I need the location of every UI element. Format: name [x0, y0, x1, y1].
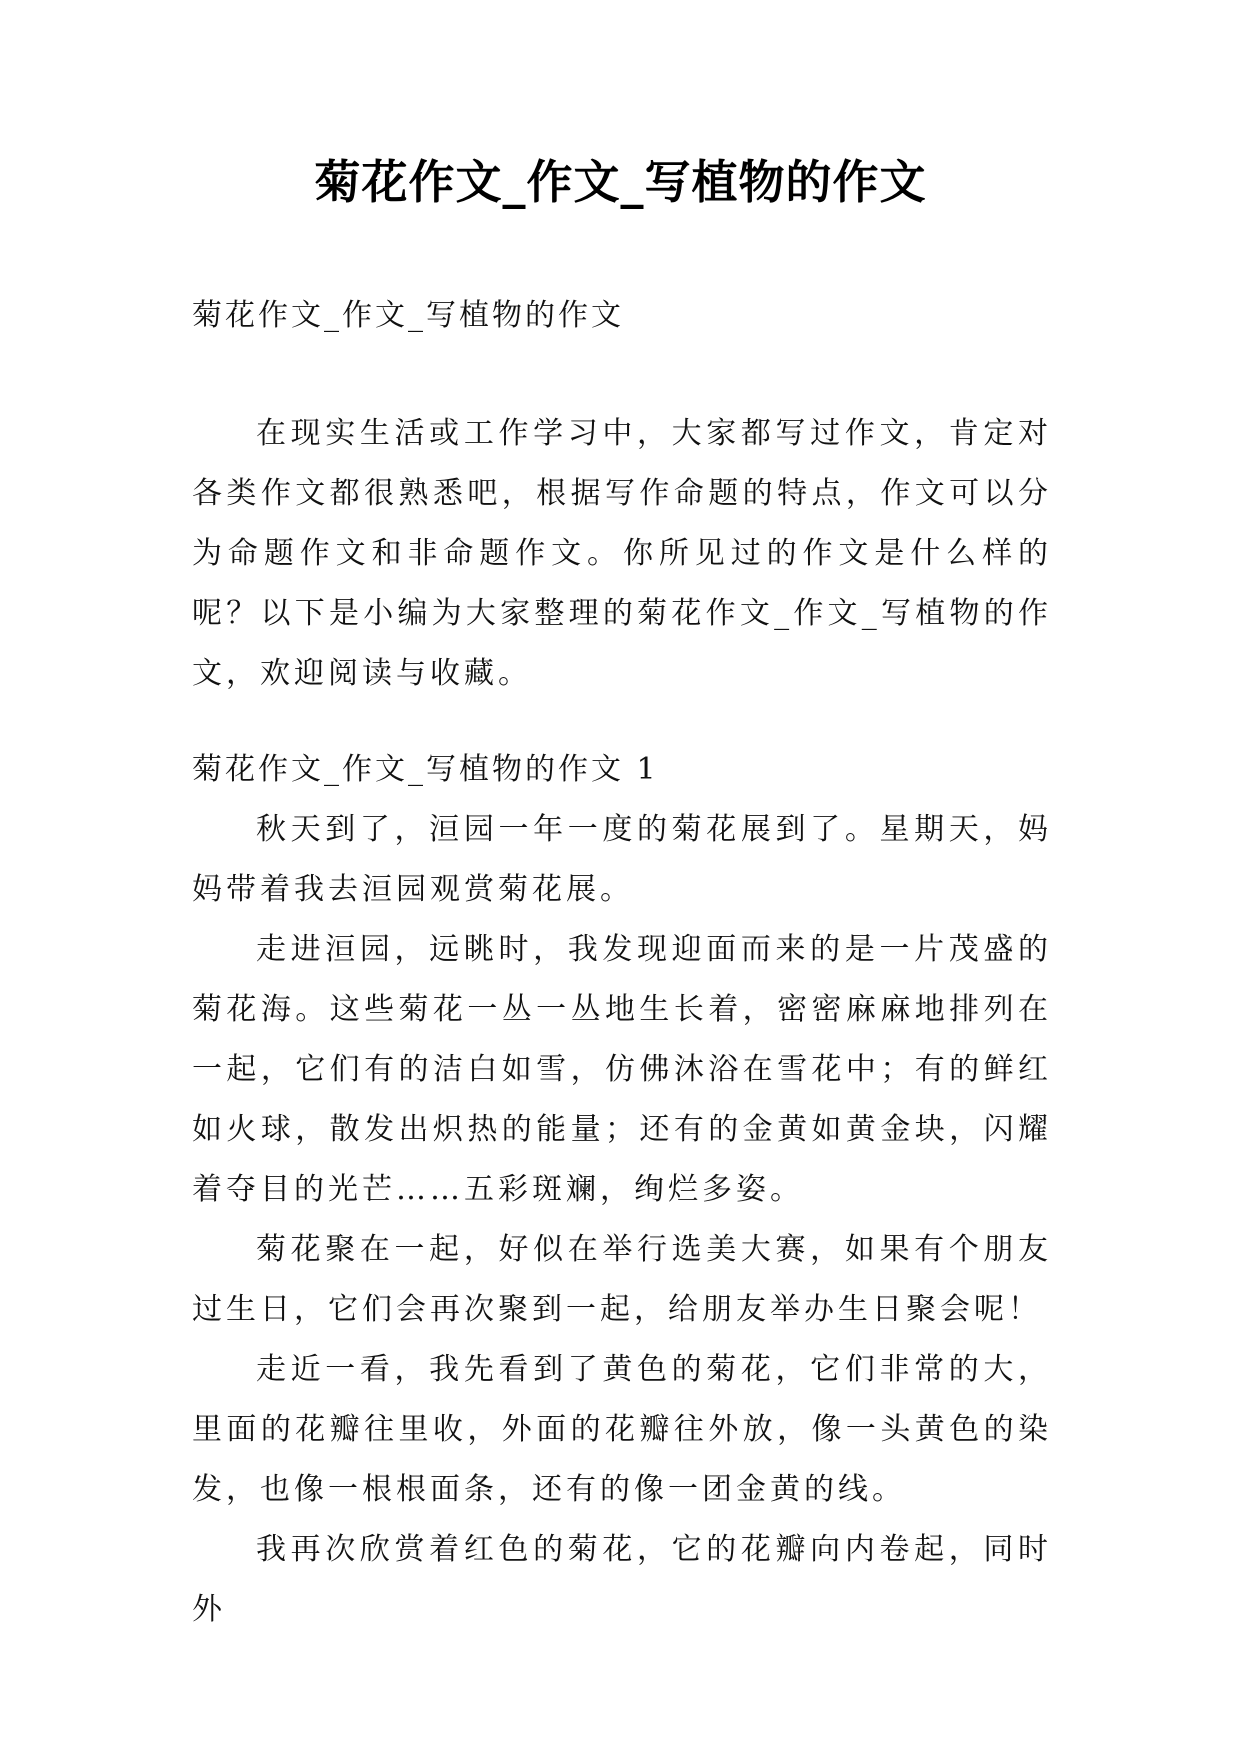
document-subtitle: 菊花作文_作文_写植物的作文 [192, 298, 624, 333]
intro-section [192, 404, 1052, 704]
body-paragraph: 走进洹园，远眺时，我发现迎面而来的是一片茂盛的菊花海。这些菊花一丛一丛地生长着，密密麻麻地排列在一起，它们有的洁白如雪，仿佛沐浴在雪花中；有的鲜红如火球，散发出炽热的能量；还有的金黄如黄金块，闪耀着夺目的光芒……五彩斑斓，绚烂多姿。 [192, 932, 1052, 1207]
essay-body [192, 800, 1052, 1640]
page-title: 菊花作文_作文_写植物的作文 [314, 155, 927, 209]
body-paragraph: 我再次欣赏着红色的菊花，它的花瓣向内卷起，同时外 [192, 1532, 1052, 1627]
section-heading: 菊花作文_作文_写植物的作文 1 [192, 752, 659, 787]
intro-paragraph: 在现实生活或工作学习中，大家都写过作文，肯定对各类作文都很熟悉吧，根据写作命题的特点，作文可以分为命题作文和非命题作文。你所见过的作文是什么样的呢？以下是小编为大家整理的菊花作文_作文_写植物的作文，欢迎阅读与收藏。 [192, 416, 1052, 691]
body-paragraph: 秋天到了，洹园一年一度的菊花展到了。星期天，妈妈带着我去洹园观赏菊花展。 [192, 812, 1052, 907]
body-paragraph: 菊花聚在一起，好似在举行选美大赛，如果有个朋友过生日，它们会再次聚到一起，给朋友举办生日聚会呢！ [192, 1232, 1052, 1327]
body-paragraph: 走近一看，我先看到了黄色的菊花，它们非常的大，里面的花瓣往里收，外面的花瓣往外放，像一头黄色的染发，也像一根根面条，还有的像一团金黄的线。 [192, 1352, 1052, 1507]
